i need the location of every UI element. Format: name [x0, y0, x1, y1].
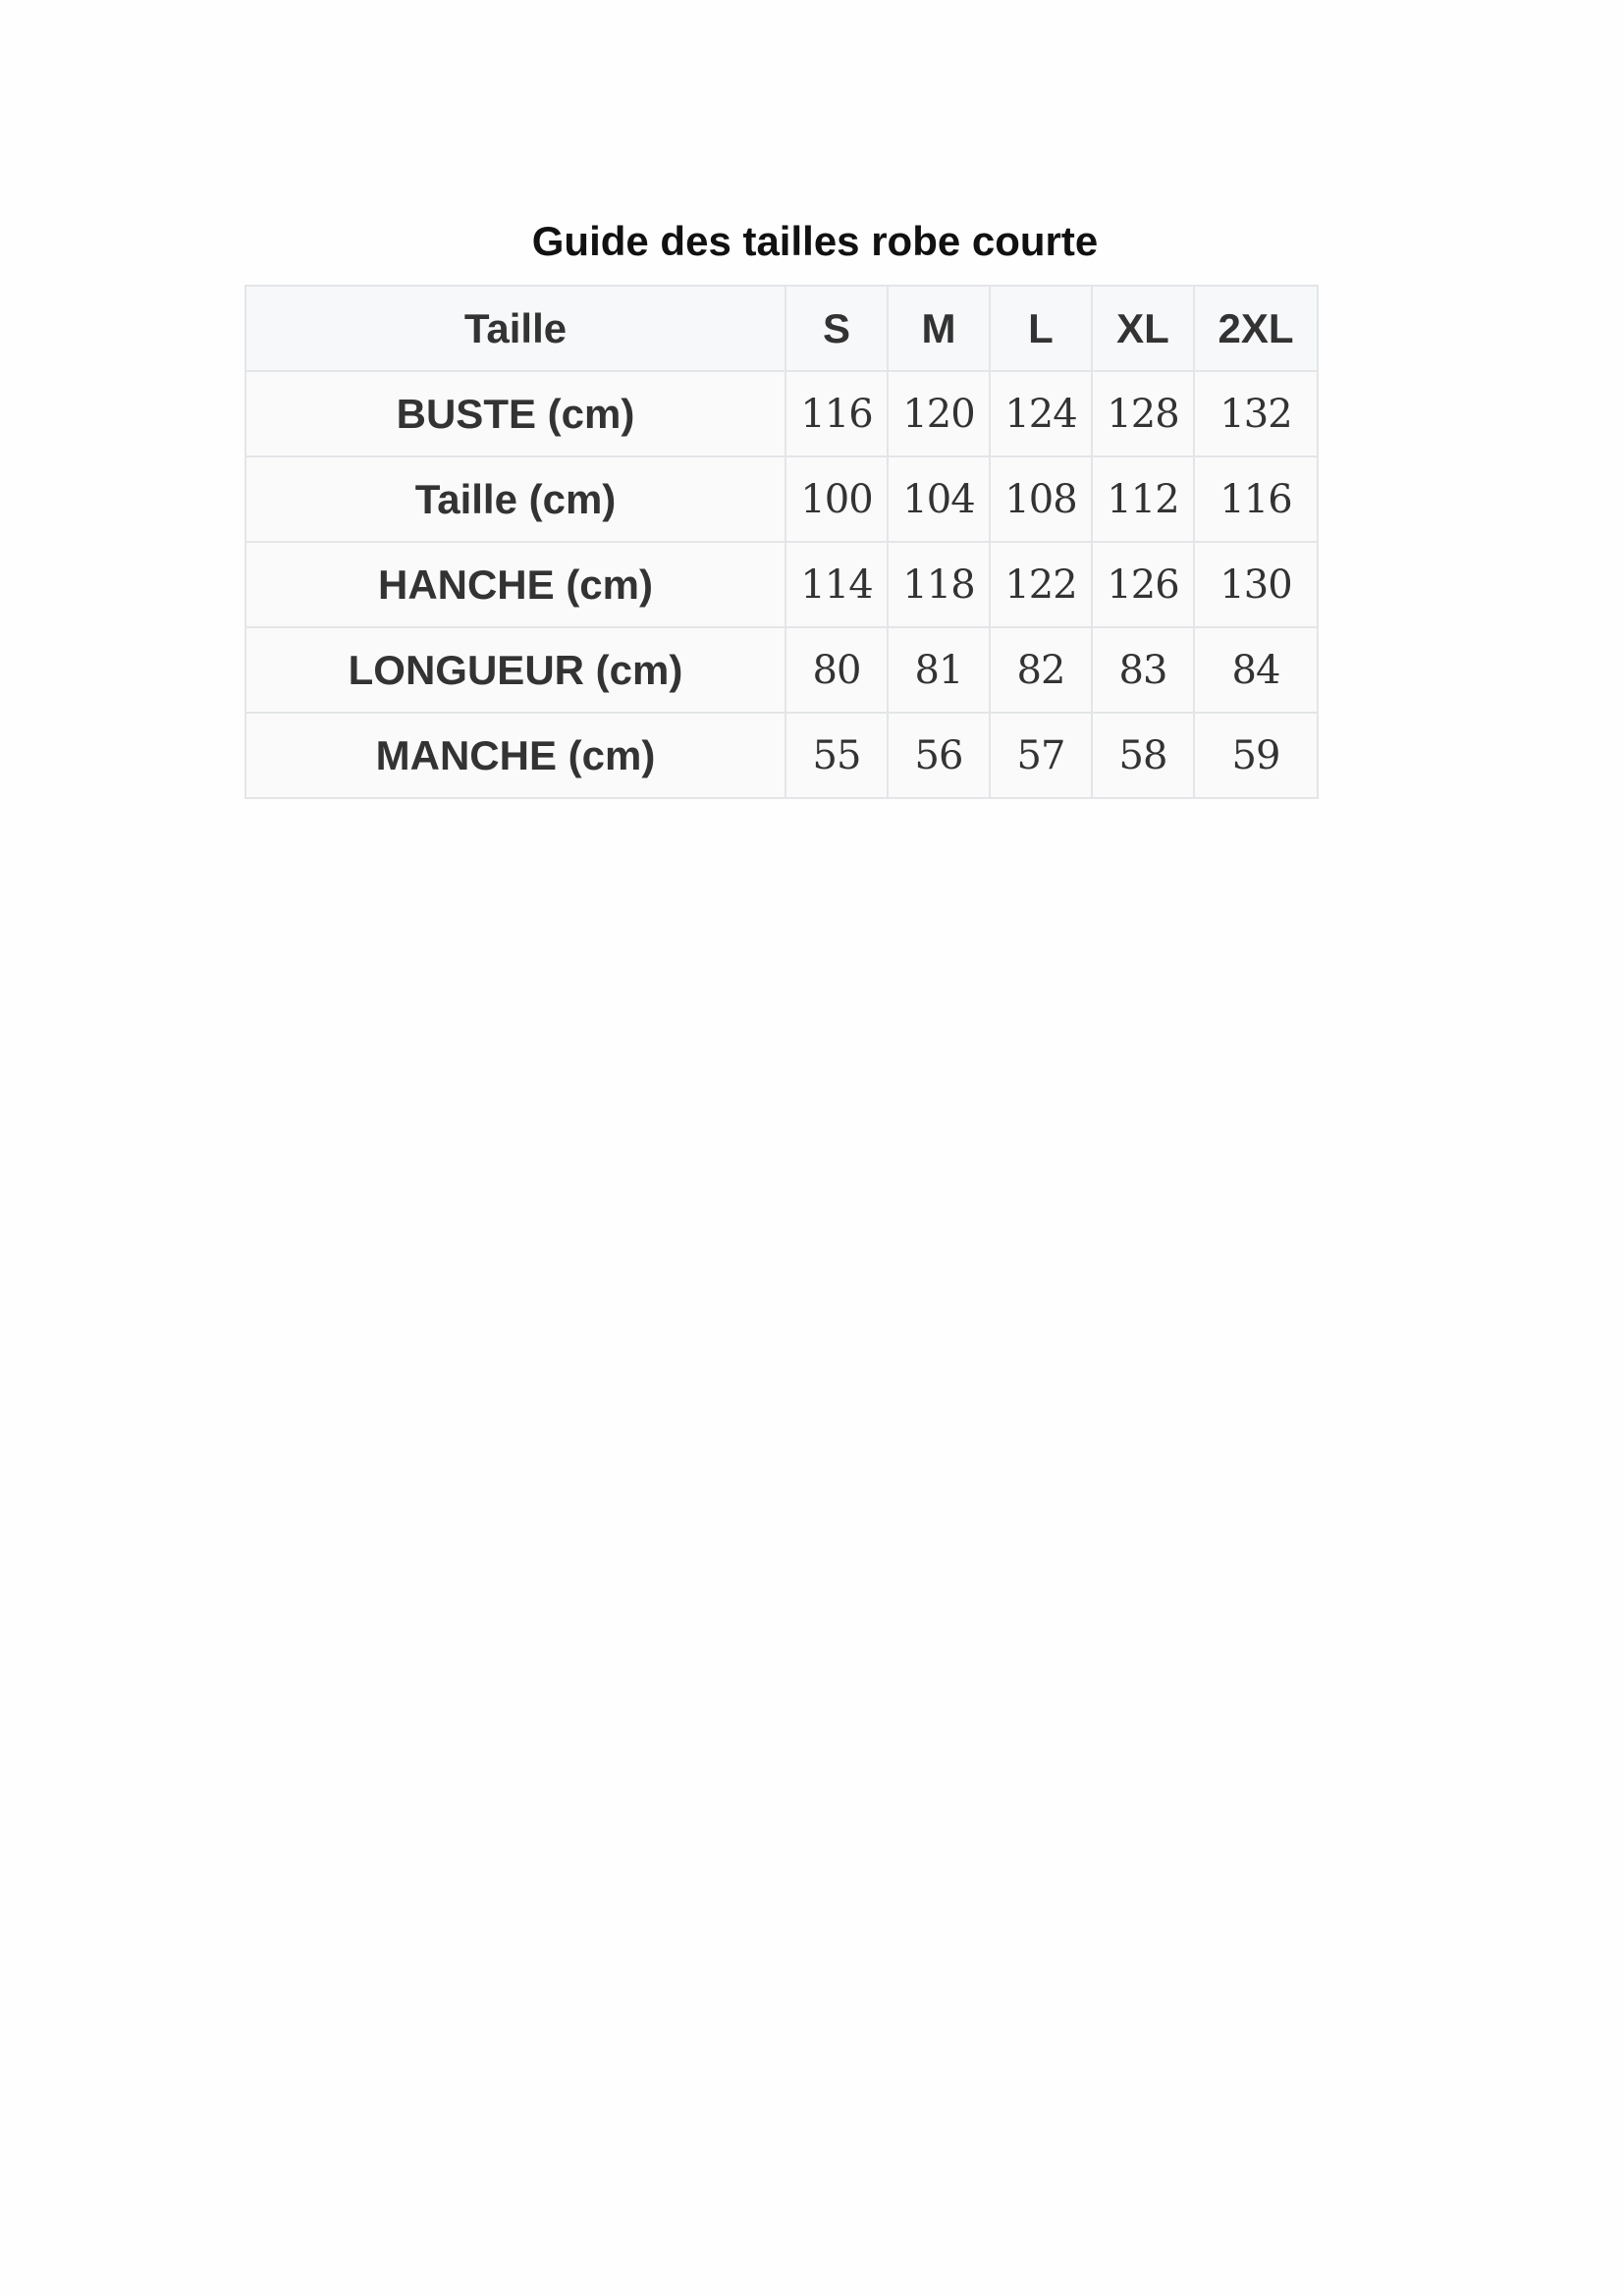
header-cell-label: Taille — [245, 286, 785, 371]
header-cell-size: S — [785, 286, 888, 371]
row-label-cell: Taille (cm) — [245, 456, 785, 542]
value-cell: 116 — [785, 371, 888, 456]
value-cell: 84 — [1194, 627, 1318, 713]
table-header-row — [245, 286, 1318, 371]
value-cell: 126 — [1092, 542, 1194, 627]
value-cell: 59 — [1194, 713, 1318, 798]
value-cell: 80 — [785, 627, 888, 713]
header-cell-size: 2XL — [1194, 286, 1318, 371]
value-cell: 83 — [1092, 627, 1194, 713]
value-cell: 57 — [990, 713, 1092, 798]
value-cell: 112 — [1092, 456, 1194, 542]
value-cell: 124 — [990, 371, 1092, 456]
value-cell: 108 — [990, 456, 1092, 542]
value-cell: 104 — [888, 456, 990, 542]
value-cell: 118 — [888, 542, 990, 627]
header-cell-size: XL — [1092, 286, 1194, 371]
value-cell: 120 — [888, 371, 990, 456]
header-cell-size: M — [888, 286, 990, 371]
table-row — [245, 627, 1318, 713]
table-row — [245, 542, 1318, 627]
value-cell: 122 — [990, 542, 1092, 627]
value-cell: 100 — [785, 456, 888, 542]
value-cell: 132 — [1194, 371, 1318, 456]
value-cell: 114 — [785, 542, 888, 627]
value-cell: 55 — [785, 713, 888, 798]
value-cell: 81 — [888, 627, 990, 713]
row-label-cell: LONGUEUR (cm) — [245, 627, 785, 713]
page-title: Guide des tailles robe courte — [531, 218, 1099, 264]
value-cell: 82 — [990, 627, 1092, 713]
value-cell: 116 — [1194, 456, 1318, 542]
table-row — [245, 713, 1318, 798]
row-label-cell: HANCHE (cm) — [245, 542, 785, 627]
value-cell: 128 — [1092, 371, 1194, 456]
row-label-cell: BUSTE (cm) — [245, 371, 785, 456]
table-row — [245, 371, 1318, 456]
header-cell-size: L — [990, 286, 1092, 371]
size-guide-table — [244, 285, 1319, 799]
value-cell: 58 — [1092, 713, 1194, 798]
table-row — [245, 456, 1318, 542]
value-cell: 130 — [1194, 542, 1318, 627]
row-label-cell: MANCHE (cm) — [245, 713, 785, 798]
value-cell: 56 — [888, 713, 990, 798]
